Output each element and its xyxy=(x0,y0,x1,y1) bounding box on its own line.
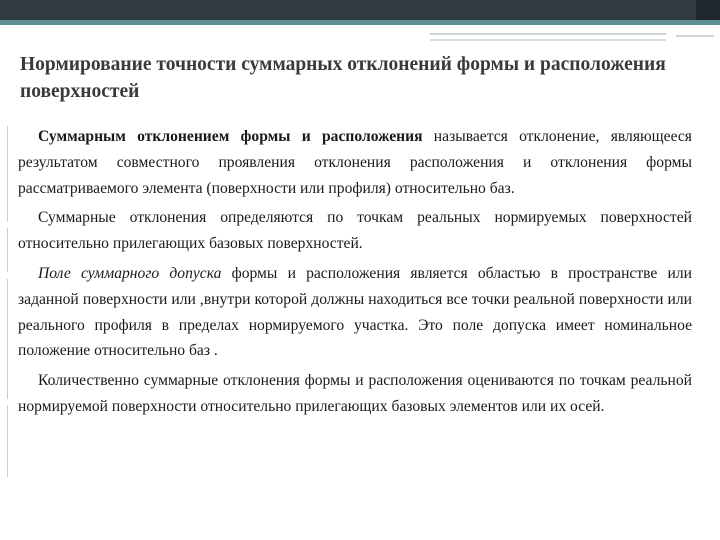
definition-term: Суммарным отклонением формы и расположения xyxy=(38,128,423,145)
definition-text: называется отклонение, являющееся результатом совместного проявления отклонения расположения и отклонения формы рассматриваемого элемента (поверхности или профиля) относительно баз. xyxy=(18,128,692,197)
decorative-line xyxy=(430,33,666,35)
paragraph-text: формы и расположения является областью в пространстве или заданной поверхности или ,внутри которой должны находиться все точки реальной поверхности или реального профиля в пределах нормируемого участка. Это поле допуска имеет номинальное положение относительно баз . xyxy=(18,264,692,360)
decorative-line xyxy=(430,39,666,41)
header-bar xyxy=(0,0,720,20)
paragraph-text: Количественно суммарные отклонения формы и расположения оцениваются по точкам реальной нормируемой поверхности относительно прилегающих базовых элементов или их осей. xyxy=(18,372,692,415)
header-accent-stripe xyxy=(0,20,720,25)
paragraph-quantitative xyxy=(18,368,692,420)
header-corner-block xyxy=(696,0,720,20)
paragraph-definition xyxy=(18,124,692,201)
paragraph-marker-line xyxy=(7,126,8,222)
paragraph-marker-line xyxy=(7,405,8,477)
paragraph-text: Суммарные отклонения определяются по точкам реальных нормируемых поверхностей относительно прилегающих базовых поверхностей. xyxy=(18,209,692,253)
paragraph-marker-line xyxy=(7,279,8,399)
tolerance-term: Поле суммарного допуска xyxy=(38,264,222,282)
paragraph-determination xyxy=(18,205,692,257)
paragraph-marker-line xyxy=(7,228,8,272)
decorative-line xyxy=(676,35,714,37)
paragraph-tolerance-field xyxy=(18,261,692,364)
slide-body xyxy=(18,124,692,424)
slide-title: Нормирование точности суммарных отклонений формы и расположения поверхностей xyxy=(20,54,666,102)
